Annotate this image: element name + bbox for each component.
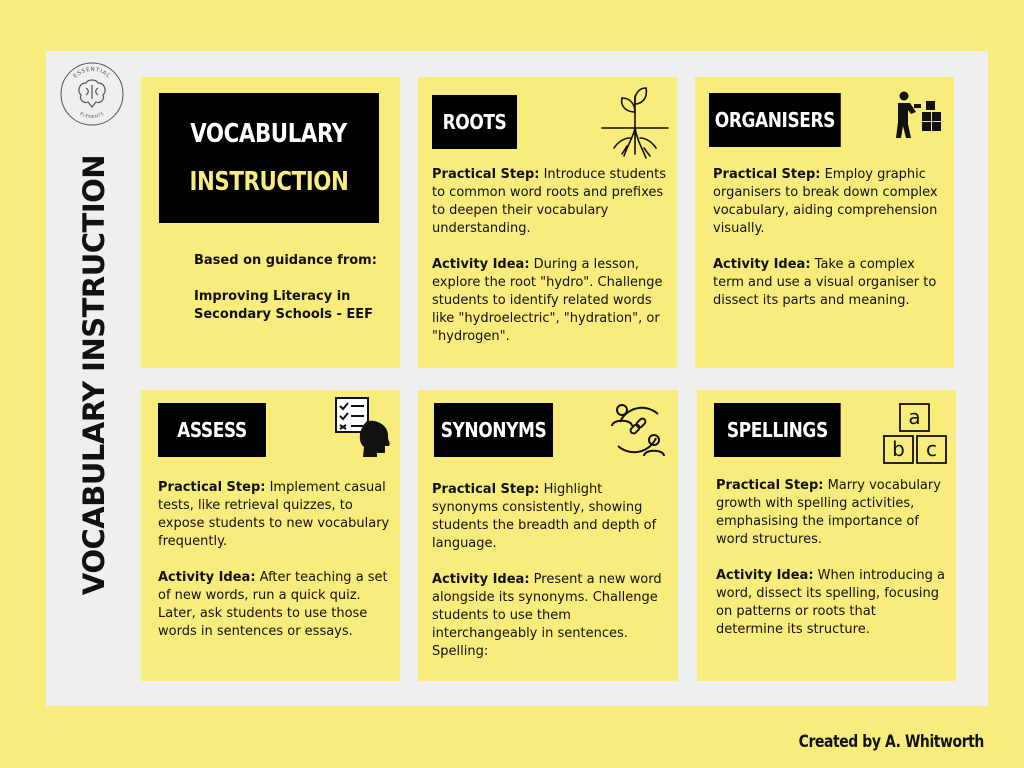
organisers-step-label: Practical Step: — [713, 167, 821, 182]
essential-elements-logo — [59, 61, 125, 127]
assess-idea — [158, 569, 394, 641]
synonyms-text — [432, 481, 667, 679]
organisers-idea-text: Take a complex term and use a visual organiser to dissect its parts and meaning. — [713, 257, 937, 308]
spellings-step-text: Marry vocabulary growth with spelling activities, emphasising the importance of word structures. — [716, 478, 941, 547]
organisers-idea — [713, 256, 945, 310]
logo-top-text: ESSENTIAL — [72, 66, 112, 80]
spellings-step-label: Practical Step: — [716, 478, 824, 493]
block-b-letter: b — [892, 437, 905, 461]
person-stacking-boxes-icon — [892, 90, 942, 140]
assess-label: ASSESS — [158, 403, 266, 457]
main-title-line2: INSTRUCTION — [189, 167, 349, 197]
synonyms-label: SYNONYMS — [434, 403, 553, 457]
logo-bottom-text: ELEMENTS — [79, 110, 105, 120]
synonyms-idea-label: Activity Idea: — [432, 572, 530, 587]
block-c-letter: c — [926, 437, 937, 461]
organisers-step — [713, 166, 945, 238]
main-title — [159, 93, 379, 223]
roots-label: ROOTS — [432, 95, 517, 149]
spellings-idea-label: Activity Idea: — [716, 568, 814, 583]
assess-idea-text: After teaching a set of new words, run a quick quiz. Later, ask students to use those words in sentences or essays. — [158, 570, 388, 639]
synonyms-step — [432, 481, 667, 553]
organisers-label: ORGANISERS — [709, 93, 841, 147]
synonyms-step-label: Practical Step: — [432, 482, 540, 497]
svg-text:ESSENTIAL — [73, 67, 112, 80]
side-title: VOCABULARY INSTRUCTION — [77, 154, 111, 596]
spellings-label: SPELLINGS — [714, 403, 841, 457]
organisers-step-text: Employ graphic organisers to break down complex vocabulary, aiding comprehension visually. — [713, 167, 938, 236]
roots-idea-text: During a lesson, explore the root "hydro". Challenge students to identify related words like "hydroelectric", "hydration", or "hydrogen". — [432, 257, 663, 344]
synonyms-step-text: Highlight synonyms consistently, showing students the breadth and depth of language. — [432, 482, 657, 551]
svg-text:ELEMENTS — [79, 111, 105, 119]
checklist-head-icon — [333, 395, 393, 459]
organisers-idea-label: Activity Idea: — [713, 257, 811, 272]
roots-idea — [432, 256, 667, 346]
main-title-line1: VOCABULARY — [190, 119, 348, 149]
credit-text: Created by A. Whitworth — [798, 732, 984, 752]
assess-idea-label: Activity Idea: — [158, 570, 256, 585]
linked-people-icon — [608, 400, 668, 460]
plant-roots-icon — [600, 82, 670, 162]
brain-icon — [79, 80, 105, 107]
organisers-text — [713, 166, 945, 328]
spellings-idea-text: When introducing a word, dissect its spelling, focusing on patterns or roots that determine its structure. — [716, 568, 945, 637]
roots-text — [432, 166, 667, 364]
synonyms-idea-text: Present a new word alongside its synonyms. Challenge students to use them interchangeably in sentences. Spelling: — [432, 572, 662, 659]
guidance-text — [194, 252, 394, 324]
assess-text — [158, 479, 394, 659]
roots-step-label: Practical Step: — [432, 167, 540, 182]
guidance-line1: Improving Literacy in — [194, 289, 351, 304]
guidance-line2: Secondary Schools - EEF — [194, 307, 374, 322]
assess-step — [158, 479, 394, 551]
guidance-label: Based on guidance from: — [194, 253, 377, 268]
spellings-step — [716, 477, 946, 549]
assess-step-label: Practical Step: — [158, 480, 266, 495]
roots-step — [432, 166, 667, 238]
roots-step-text: Introduce students to common word roots and prefixes to deepen their vocabulary understanding. — [432, 167, 667, 236]
assess-step-text: Implement casual tests, like retrieval quizzes, to expose students to new vocabulary frequently. — [158, 480, 390, 549]
spellings-idea — [716, 567, 946, 639]
synonyms-idea — [432, 571, 667, 661]
roots-idea-label: Activity Idea: — [432, 257, 530, 272]
spellings-text — [716, 477, 946, 657]
letter-blocks-icon — [882, 402, 948, 464]
block-a-letter: a — [908, 405, 921, 429]
